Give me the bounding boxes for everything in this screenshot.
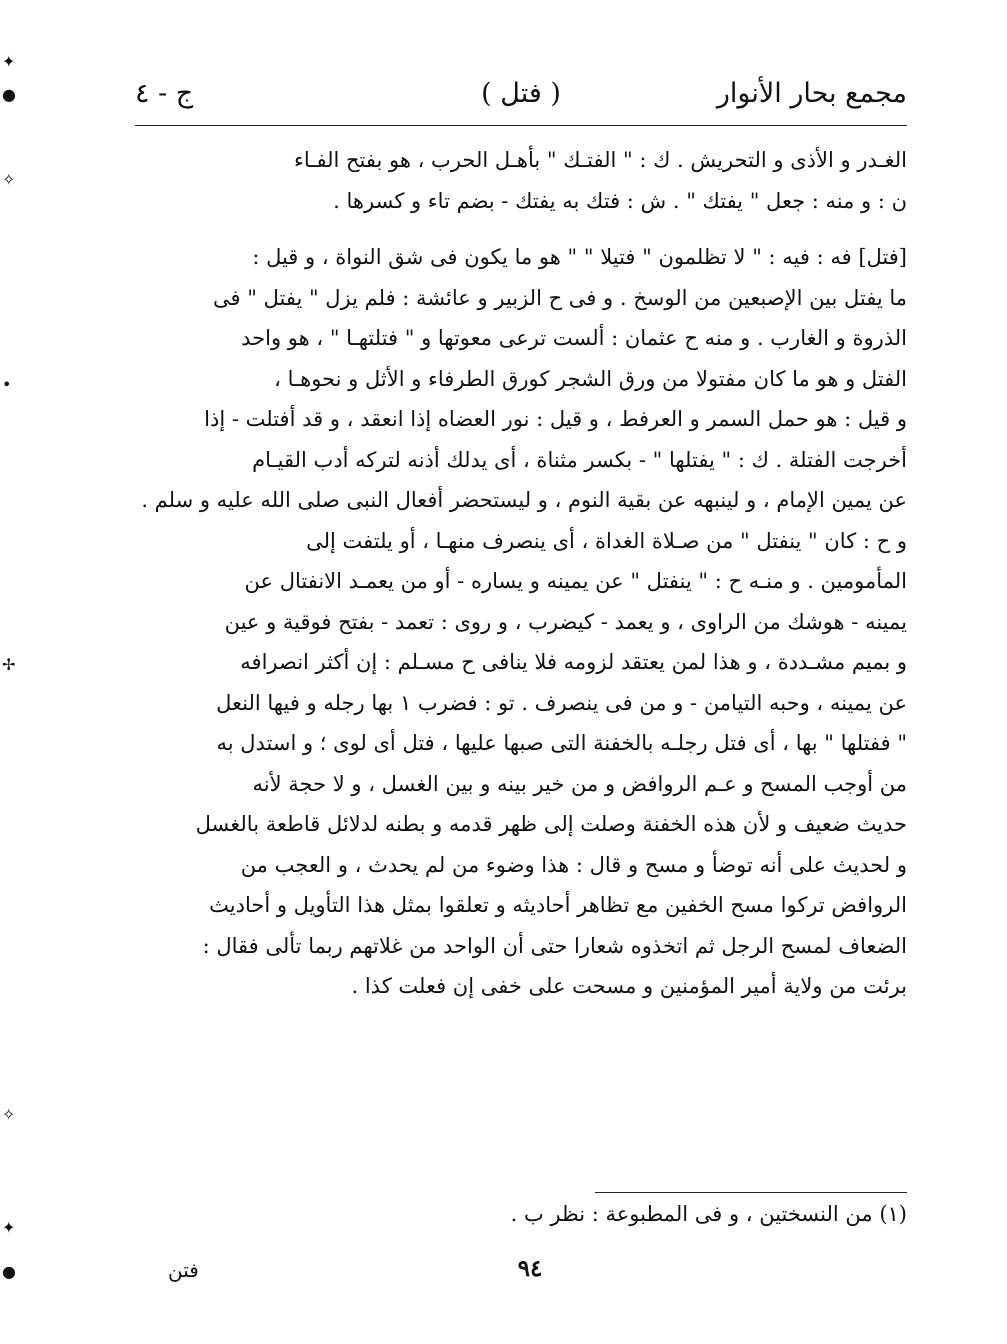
paragraph-2 — [135, 237, 907, 1007]
footnote: (١) من النسختين ، و فى المطبوعة : نظر ب . — [510, 1202, 907, 1226]
scan-mark-icon: ✧ — [2, 170, 16, 189]
text-line: عن يمينه ، وحبه التيامن - و من فى ينصرف . تو : فضرب ١ بها رجله و فيها النعل — [216, 690, 907, 715]
text-line: يمينه - هوشك من الراوى ، و يعمد - كيضرب ، و روى : تعمد - بفتح فوقية و عين — [224, 609, 907, 634]
paragraph-1 — [135, 140, 907, 221]
scan-dot-icon: ● — [2, 85, 16, 104]
scan-dot-icon: ● — [2, 1262, 16, 1281]
text-line: و قيل : هو حمل السمر و العرفط ، و قيل : نور العضاه إذا انعقد ، و قد أفتلت - إذا — [204, 407, 907, 431]
text-line: ما يفتل بين الإصبعين من الوسخ . و فى ح الزبير و عائشة : فلم يزل " يفتل " فى — [213, 285, 907, 310]
paragraph-gap — [135, 221, 907, 237]
signature-mark: فتن — [168, 1258, 199, 1282]
scan-mark-icon: ✦ — [2, 52, 16, 71]
page-number: ٩٤ — [517, 1255, 543, 1282]
book-title: مجمع بحار الأنوار — [716, 78, 907, 109]
text-line: ن : و منه : جعل " يفتك " . ش : فتك به يفتك - بضم تاء و كسرها . — [333, 188, 907, 213]
main-text — [135, 140, 907, 1007]
text-line: عن يمين الإمام ، و لينبهه عن بقية النوم ، و ليستحضر أفعال النبى صلى الله عليه و سلم . — [141, 488, 907, 512]
text-line: الضعاف لمسح الرجل ثم اتخذوه شعارا حتى أن الواحد من غلاتهم ربما تألى فقال : — [202, 933, 907, 958]
scan-dot-icon: • — [2, 375, 12, 394]
text-line: الغـدر و الأذى و التحريش . ك : " الفتـك " بأهـل الحرب ، هو بفتح الفـاء — [294, 148, 907, 172]
scan-mark-icon: ✦ — [2, 1218, 16, 1237]
text-line: أخرجت الفتلة . ك : " يفتلها " - بكسر مثناة ، أى يدلك أذنه لتركه أدب القيـام — [252, 447, 907, 472]
text-line: [فتل] فه : فيه : " لا تظلمون " فتيلا " " هو ما يكون فى شق النواة ، و قيل : — [252, 245, 907, 269]
text-line: المأمومين . و منـه ح : " ينفتل " عن يمينه و يساره - أو من يعمـد الانفتال عن — [244, 569, 907, 593]
text-line: الروافض تركوا مسح الخفين مع تظاهر أحاديثه و تعلقوا بمثل هذا التأويل و أحاديث — [209, 893, 907, 917]
header-rule — [135, 125, 907, 126]
text-line: و لحديث على أنه توضأ و مسح و قال : هذا وضوء من لم يحدث ، و العجب من — [240, 852, 907, 877]
scan-mark-icon: ✢ — [2, 655, 16, 674]
text-line: و بميم مشـددة ، و هذا لمن يعتقد لزومه فلا ينافى ح مسـلم : إن أكثر انصرافه — [240, 650, 907, 674]
volume-number: ج - ٤ — [135, 78, 194, 109]
scan-mark-icon: ✧ — [2, 1105, 16, 1124]
text-line: و ح : كان " ينفتل " من صـلاة الغداة ، أى ينصرف منهـا ، أو يلتفت إلى — [306, 528, 907, 553]
text-line: الذروة و الغارب . و منه ح عثمان : ألست ترعى معوتها و " فتلتهـا " ، هو واحد — [241, 326, 907, 350]
text-line: " ففتلها " بها ، أى فتل رجلـه بالخفنة التى صبها عليها ، فتل أى لوى ؛ و استدل به — [216, 731, 907, 755]
text-line: حديث ضعيف و لأن هذه الخفنة وصلت إلى ظهر قدمه و بطنه لدلائل قاطعة بالغسل — [195, 812, 907, 836]
footnote-rule — [595, 1192, 907, 1193]
text-line: من أوجب المسح و عـم الروافض و من خير بينه و بين الغسل ، و لا حجة لأنه — [252, 771, 907, 796]
running-header — [135, 70, 907, 120]
entry-heading: ( فتل ) — [481, 78, 561, 109]
text-line: الفتل و هو ما كان مفتولا من ورق الشجر كورق الطرفاء و الأثل و نحوهـا ، — [274, 366, 907, 391]
text-line: برئت من ولاية أمير المؤمنين و مسحت على خفى إن فعلت كذا . — [351, 974, 907, 998]
